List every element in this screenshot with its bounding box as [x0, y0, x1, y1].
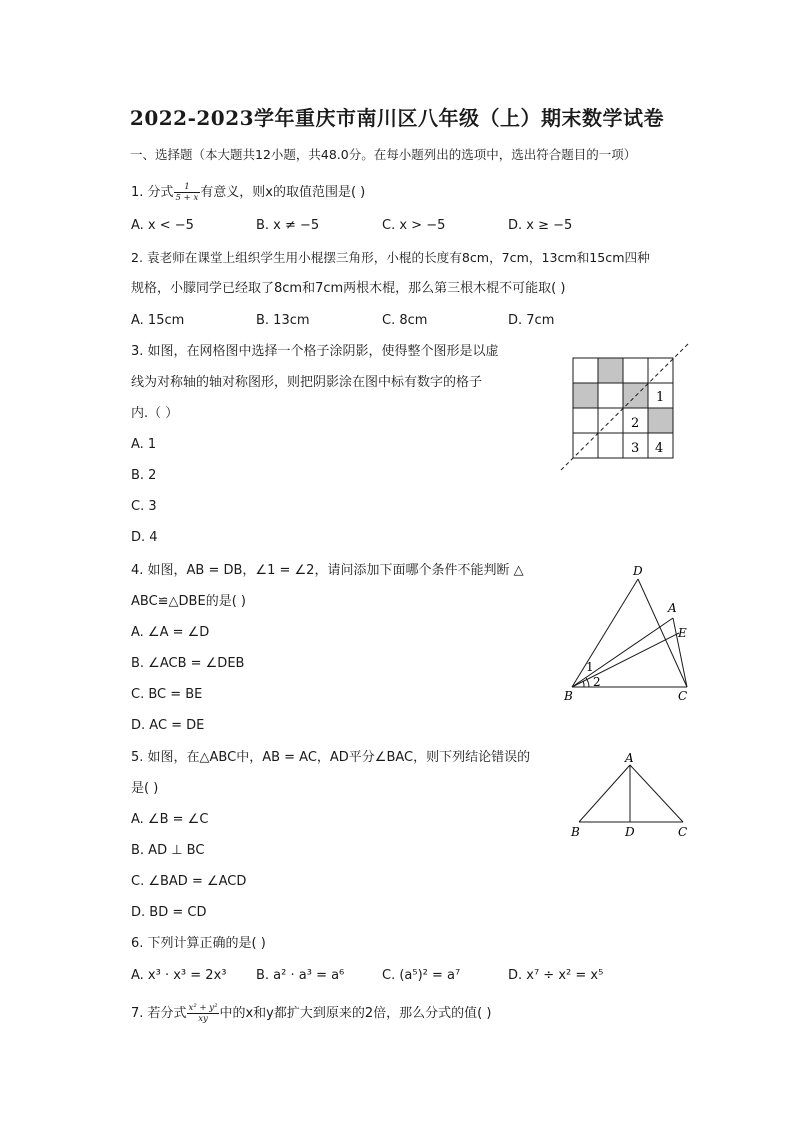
- shaded-cell: [648, 408, 673, 433]
- question-3-option-c: C. 3: [131, 499, 157, 514]
- question-4-line-1: 4. 如图，AB = DB，∠1 = ∠2，请问添加下面哪个条件不能判断 △: [131, 563, 524, 578]
- question-6-option-a: A. x³ · x³ = 2x³: [131, 968, 227, 983]
- question-5-option-c: C. ∠BAD = ∠ACD: [131, 874, 247, 889]
- page-title: 2022-2023学年重庆市南川区八年级（上）期末数学试卷: [129, 106, 665, 130]
- question-6-option-c: C. (a⁵)² = a⁷: [382, 968, 461, 983]
- label-a: A: [668, 601, 677, 615]
- question-3-line-2: 线为对称轴的轴对称图形，则把阴影涂在图中标有数字的格子: [131, 375, 483, 390]
- question-4-line-2: ABC≌△DBE的是( ): [131, 594, 246, 609]
- angle-label-1: 1: [586, 660, 594, 674]
- shaded-cell: [598, 358, 623, 383]
- question-3-grid-figure: [556, 342, 692, 474]
- question-7-prefix: 7. 若分式: [131, 1006, 187, 1021]
- question-3-line-3: 内.（ ）: [131, 406, 179, 421]
- question-1: [131, 182, 365, 203]
- question-7-fraction: [187, 1003, 220, 1024]
- grid-label-1: 1: [656, 390, 665, 405]
- question-5-option-a: A. ∠B = ∠C: [131, 812, 209, 827]
- question-2-option-d: D. 7cm: [508, 313, 555, 328]
- question-4-option-c: C. BC = BE: [131, 687, 203, 702]
- question-1-option-a: A. x < −5: [131, 218, 194, 233]
- question-1-suffix: 有意义，则x的取值范围是( ): [200, 185, 366, 200]
- fraction-numerator: 1: [174, 182, 201, 193]
- question-7-suffix: 中的x和y都扩大到原来的2倍，那么分式的值( ): [219, 1006, 492, 1021]
- label-d: D: [633, 564, 643, 578]
- question-5-line-1: 5. 如图，在△ABC中，AB = AC，AD平分∠BAC，则下列结论错误的: [131, 750, 531, 765]
- question-2-option-c: C. 8cm: [382, 313, 428, 328]
- question-6-option-b: B. a² · a³ = a⁶: [256, 968, 345, 983]
- question-4-option-d: D. AC = DE: [131, 718, 205, 733]
- question-1-option-d: D. x ≥ −5: [508, 218, 573, 233]
- angle-label-2: 2: [593, 675, 601, 689]
- fraction-denominator: xy: [198, 1014, 208, 1024]
- question-6-option-d: D. x⁷ ÷ x² = x⁵: [508, 968, 604, 983]
- grid-label-4: 4: [655, 441, 664, 456]
- question-4-option-b: B. ∠ACB = ∠DEB: [131, 656, 245, 671]
- question-5-option-d: D. BD = CD: [131, 905, 207, 920]
- question-4-option-a: A. ∠A = ∠D: [131, 625, 210, 640]
- label-b: B: [564, 689, 573, 703]
- question-3-option-d: D. 4: [131, 530, 158, 545]
- grid-label-3: 3: [631, 441, 640, 456]
- question-2-option-b: B. 13cm: [256, 313, 310, 328]
- triangle-lines: [579, 765, 683, 822]
- question-3-option-a: A. 1: [131, 437, 157, 452]
- question-1-prefix: 1. 分式: [131, 185, 174, 200]
- label-d: D: [625, 825, 635, 839]
- label-e: E: [678, 626, 687, 640]
- shaded-cell: [573, 383, 598, 408]
- fraction-numerator: x² + y²: [188, 1003, 218, 1013]
- question-4-triangle-figure: [556, 560, 696, 705]
- question-1-fraction: [174, 182, 201, 203]
- grid-label-2: 2: [631, 416, 640, 431]
- question-1-option-b: B. x ≠ −5: [256, 218, 320, 233]
- question-5-line-2: 是( ): [131, 781, 159, 796]
- label-c: C: [678, 825, 688, 839]
- question-3-line-1: 3. 如图，在网格图中选择一个格子涂阴影，使得整个图形是以虚: [131, 344, 499, 359]
- question-5-option-b: B. AD ⊥ BC: [131, 843, 205, 858]
- label-a: A: [625, 751, 634, 765]
- label-c: C: [678, 689, 688, 703]
- question-3-option-b: B. 2: [131, 468, 157, 483]
- question-2-option-a: A. 15cm: [131, 313, 185, 328]
- question-1-option-c: C. x > −5: [382, 218, 446, 233]
- question-2-line-2: 规格，小朦同学已经取了8cm和7cm两根木棍，那么第三根木棍不可能取( ): [131, 281, 566, 296]
- question-2-line-1: 2. 袁老师在课堂上组织学生用小棍摆三角形，小棍的长度有8cm，7cm，13cm和15cm四种: [131, 250, 650, 265]
- question-6: 6. 下列计算正确的是( ): [131, 936, 266, 951]
- label-b: B: [571, 825, 580, 839]
- section-heading: 一、选择题（本大题共12小题，共48.0分。在每小题列出的选项中，选出符合题目的一项）: [130, 147, 637, 162]
- question-7: [131, 1003, 491, 1024]
- question-5-triangle-figure: [562, 750, 696, 842]
- fraction-denominator: 5 + x: [175, 193, 199, 203]
